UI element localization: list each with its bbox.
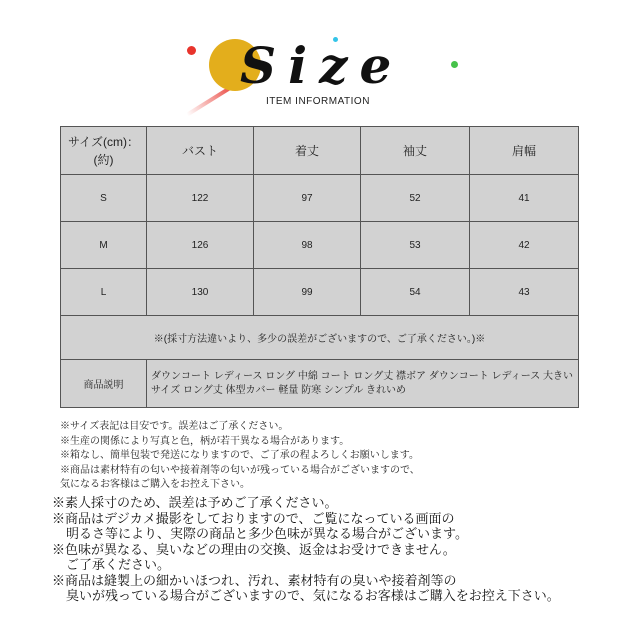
value-cell: 53	[361, 222, 470, 269]
note-line: ご了承ください。	[66, 557, 171, 572]
value-cell: 54	[361, 269, 470, 316]
note-line: ※商品は縫製上の細かいほつれ、汚れ、素材特有の臭いや接着剤等の	[52, 572, 457, 588]
size-label-line1: サイズ(cm)：	[67, 134, 140, 149]
size-cell: M	[61, 222, 147, 269]
column-header-shoulder: 肩幅	[470, 127, 579, 175]
description-line: サイズ ロング丈 体型カバー 軽量 防寒 シンプル きれいめ	[151, 384, 407, 396]
measurement-note-row	[61, 316, 579, 360]
value-cell: 98	[254, 222, 361, 269]
note-line: ※色味が異なる、臭いなどの理由の交換、返金はお受けできません。	[52, 541, 456, 557]
description-label: 商品説明	[61, 360, 147, 408]
note-line: ※素人採寸のため、誤差は予めご了承ください。	[52, 495, 338, 510]
table-row	[61, 269, 579, 316]
size-table	[60, 126, 579, 408]
value-cell: 126	[147, 222, 254, 269]
table-header-row	[61, 127, 579, 175]
value-cell: 41	[470, 175, 579, 222]
note-line: 気になるお客様はご購入をお控え下さい。	[60, 479, 250, 490]
value-cell: 122	[147, 175, 254, 222]
table-row	[61, 222, 579, 269]
column-header-bust: バスト	[147, 127, 254, 175]
note-line: 臭いが残っている場合がございますので、気になるお客様はご購入をお控え下さい。	[66, 588, 560, 603]
description-row	[61, 360, 579, 408]
size-cell: S	[61, 175, 147, 222]
note-line: ※商品は素材特有の匂いや接着剤等の匂いが残っている場合がございますので、	[60, 464, 420, 476]
page-header	[0, 0, 640, 118]
description-line: ダウンコート レディース ロング 中綿 コート ロング丈 襟ボア ダウンコート レディース 大きい	[151, 370, 574, 382]
measurement-note: ※(採寸方法違いより、多少の誤差がございますので、ご了承ください。)※	[61, 316, 579, 360]
value-cell: 130	[147, 269, 254, 316]
note-line: 明るさ等により、実際の商品と多少色味が異なる場合がございます。	[66, 526, 468, 541]
value-cell: 42	[470, 222, 579, 269]
small-notes	[60, 420, 580, 493]
table-row	[61, 175, 579, 222]
column-header-length: 着丈	[254, 127, 361, 175]
size-label-cell	[61, 127, 147, 175]
note-line: ※サイズ表記は目安です。誤差はご了承ください。	[60, 421, 289, 432]
page-title: Size	[240, 36, 404, 95]
value-cell: 97	[254, 175, 361, 222]
size-cell: L	[61, 269, 147, 316]
note-line: ※箱なし、簡単包装で発送になりますので、ご了承の程よろしくお願いします。	[60, 450, 419, 461]
big-notes	[52, 495, 612, 604]
value-cell: 43	[470, 269, 579, 316]
value-cell: 52	[361, 175, 470, 222]
red-dot-icon	[187, 46, 196, 55]
page-subtitle: ITEM INFORMATION	[266, 96, 370, 107]
size-label-line2: (約)	[93, 152, 114, 167]
note-line: ※商品はデジカメ撮影をしておりますので、ご覧になっている画面の	[52, 510, 455, 526]
value-cell: 99	[254, 269, 361, 316]
description-text	[147, 360, 579, 408]
green-dot-icon	[451, 61, 458, 68]
column-header-sleeve: 袖丈	[361, 127, 470, 175]
note-line: ※生産の関係により写真と色，柄が若干異なる場合があります。	[60, 435, 350, 447]
